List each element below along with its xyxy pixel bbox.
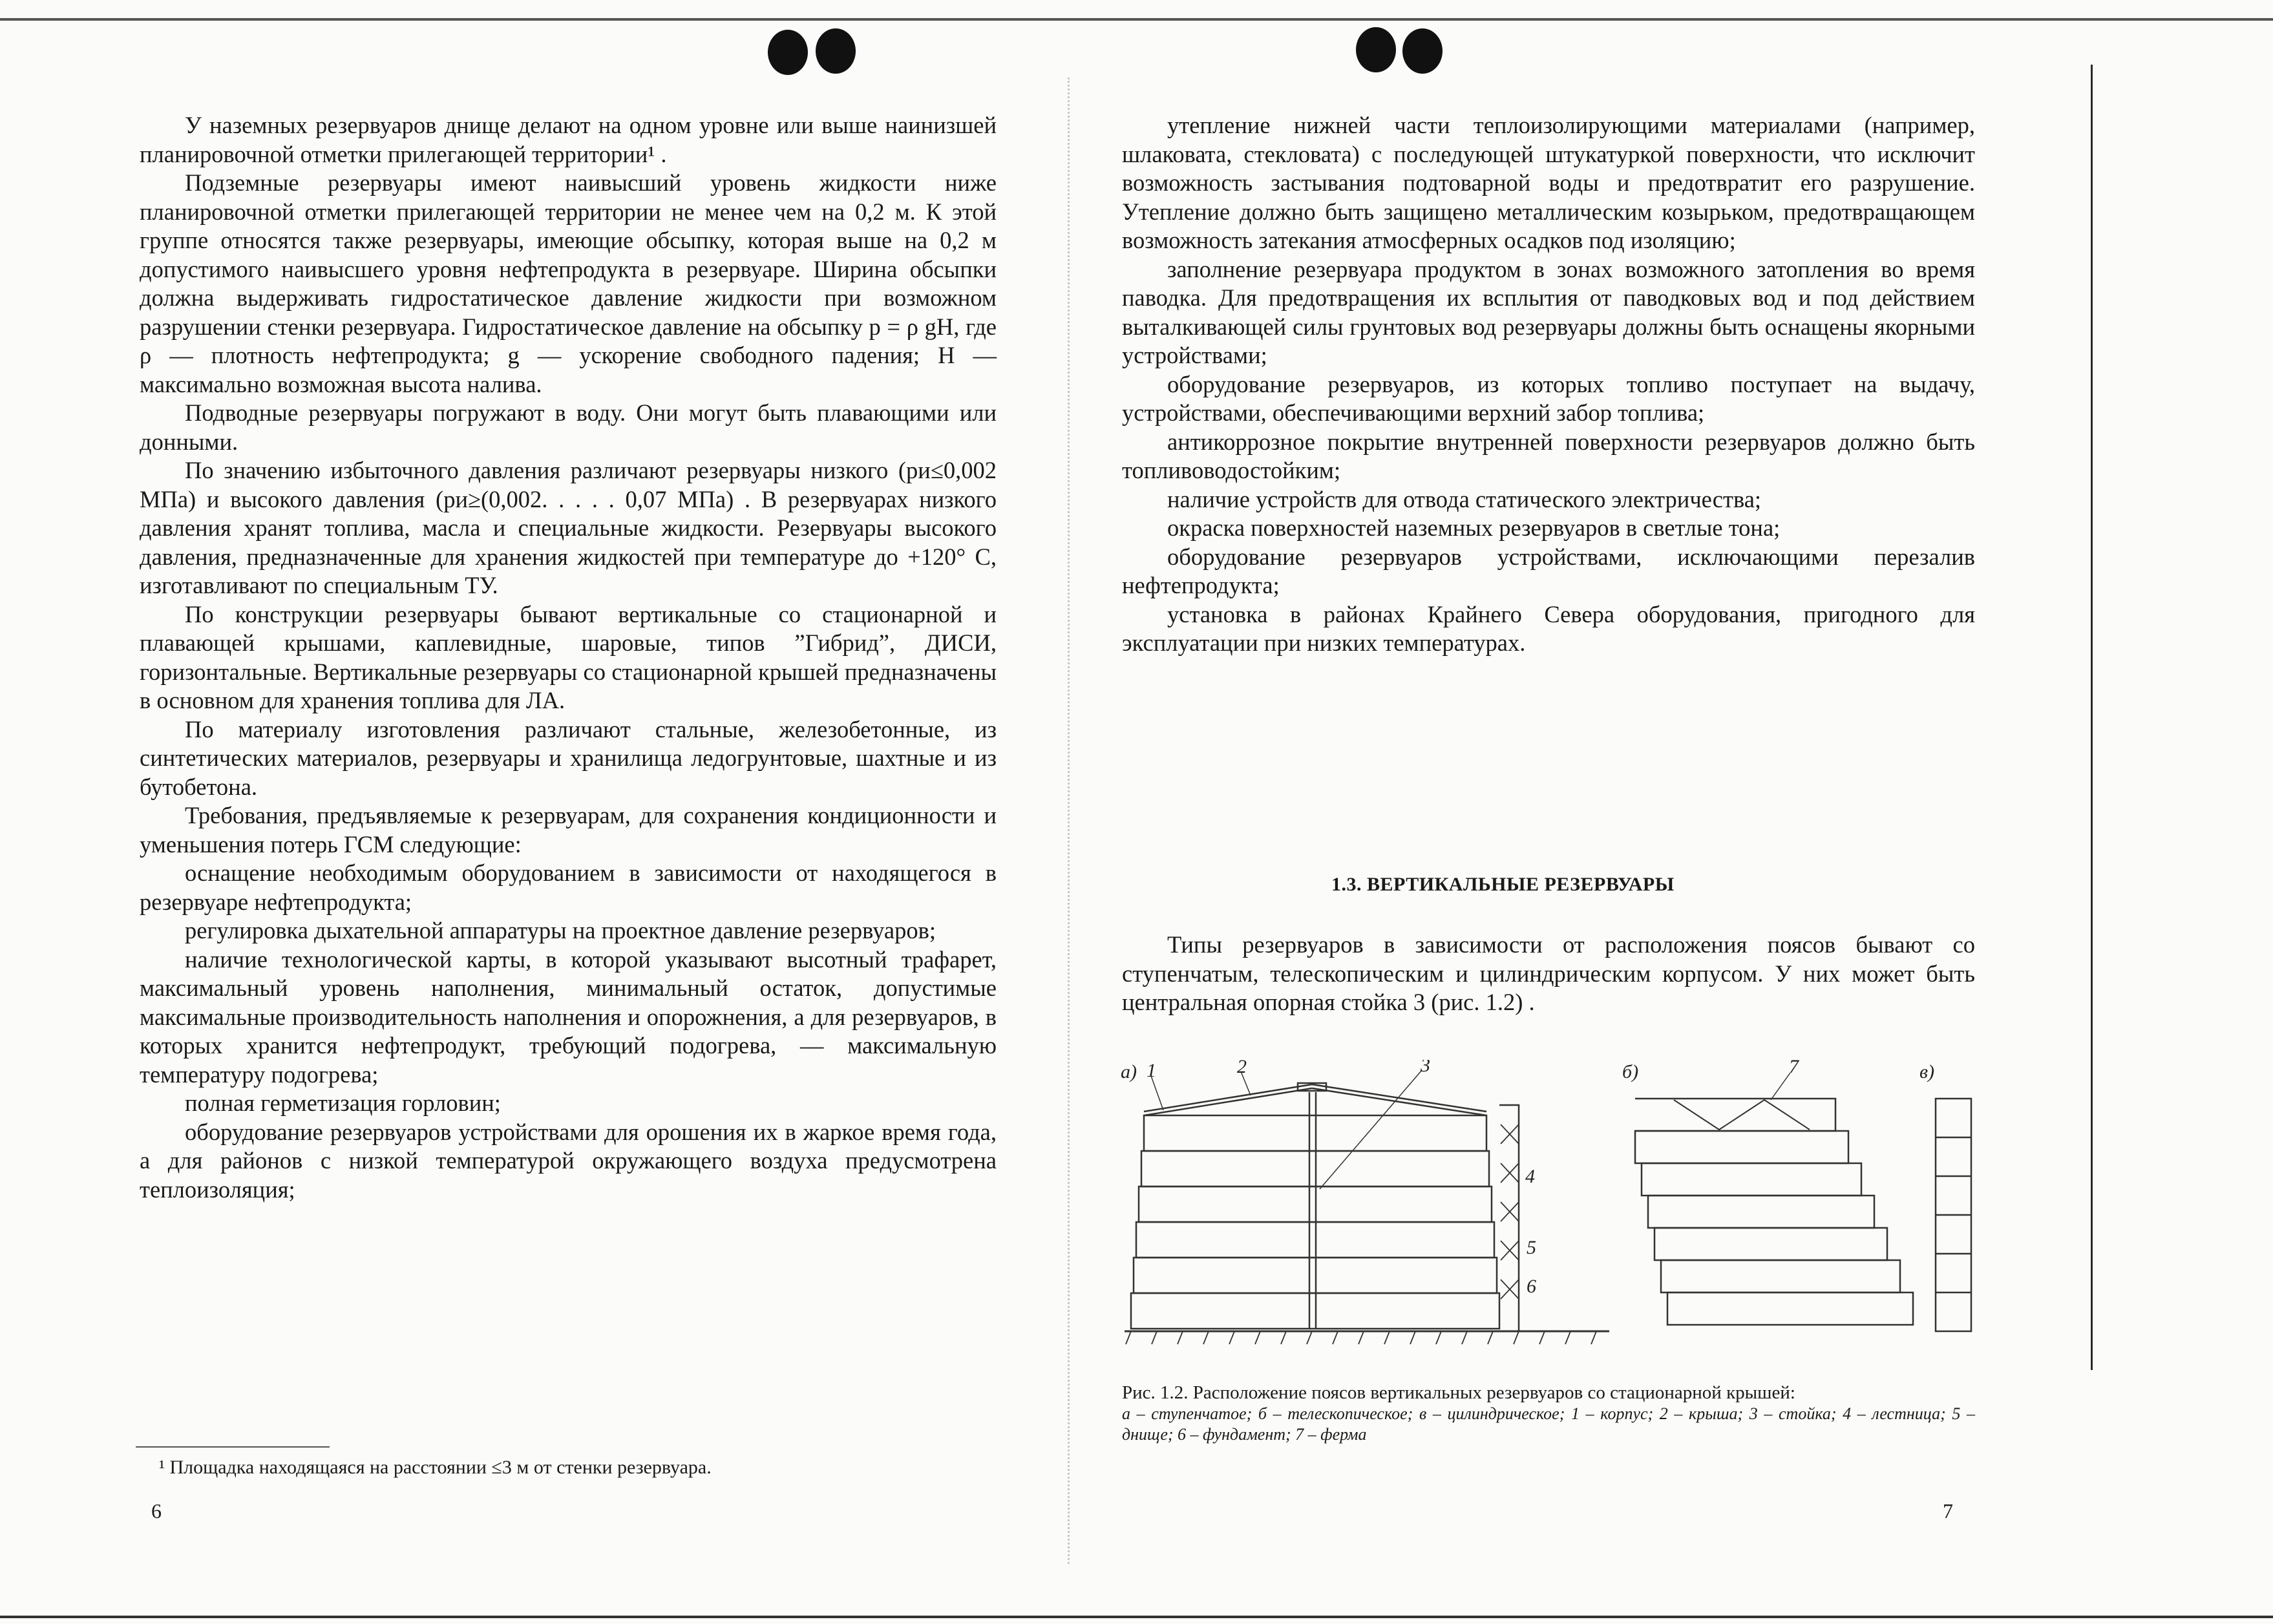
list-item: наличие технологической карты, в которой указывают высотный трафарет, максимальный уровень наполнения, минимальный остаток, допустимые максимальные производительность наполнения и опорожнения, а для резервуаров, в которых хранится нефтепродукт, требующий подогрева, — максимальную температуру подогрева; xyxy=(140,945,997,1088)
list-item: полная герметизация горловин; xyxy=(185,1090,501,1116)
ladder-rungs xyxy=(1501,1124,1519,1299)
list-item: окраска поверхностей наземных резервуаров в светлые тона; xyxy=(1167,514,1781,541)
part-number: 1 xyxy=(1147,1060,1156,1081)
part-number: 6 xyxy=(1527,1276,1536,1297)
tank-figure xyxy=(1118,1060,1984,1364)
left-page-body xyxy=(140,111,997,1204)
paragraph: У наземных резервуаров днище делают на одном уровне или выше наинизшей планировочной отметки прилегающей территории¹ . xyxy=(140,112,997,167)
footnote: ¹ Площадка находящаяся на расстоянии ≤3 м от стенки резервуара. xyxy=(159,1457,712,1478)
paragraph: Типы резервуаров в зависимости от расположения поясов бывают со ступенчатым, телескопическим и цилиндрическим корпусом. У них может быть центральная опорная стойка 3 (рис. 1.2) . xyxy=(1122,931,1975,1015)
panel-label: в) xyxy=(1919,1061,1935,1082)
section-heading: 1.3. ВЕРТИКАЛЬНЫЕ РЕЗЕРВУАРЫ xyxy=(1331,874,1675,895)
panel-label: б) xyxy=(1622,1061,1639,1082)
shell-belt xyxy=(1655,1228,1887,1260)
list-item: заполнение резервуара продуктом в зонах возможного затопления во время паводка. Для предотвращения их всплытия от паводковых вод и под действием выталкивающей силы грунтовых вод резервуары должны быть оснащены якорными устройствами; xyxy=(1122,255,1975,368)
page-edge-line xyxy=(2091,65,2093,1370)
paragraph: Требования, предъявляемые к резервуарам, для сохранения кондиционности и уменьшения потерь ГСМ следующие: xyxy=(140,802,997,858)
section-intro xyxy=(1122,931,1975,1017)
roof-truss xyxy=(1635,1099,1835,1131)
part-number: 7 xyxy=(1789,1060,1799,1077)
list-item: регулировка дыхательной аппаратуры на проектное давление резервуаров; xyxy=(185,917,936,944)
part-number: 5 xyxy=(1527,1237,1536,1258)
tank-b-drawing xyxy=(1635,1073,1913,1325)
list-item: оснащение необходимым оборудованием в зависимости от находящегося в резервуаре нефтепродукта; xyxy=(140,859,997,915)
right-page-body xyxy=(1122,111,1975,658)
footnote-rule xyxy=(136,1446,330,1448)
punch-hole xyxy=(768,30,808,75)
book-gutter xyxy=(1068,78,1083,1564)
scan-top-edge xyxy=(0,18,2273,21)
paragraph: Подземные резервуары имеют наивысший уровень жидкости ниже планировочной отметки прилегающей территории не менее чем на 0,2 м. К этой группе относятся также резервуары, имеющие обсыпку, которая выше на 0,2 м допустимого наивысшего уровня нефтепродукта в резервуаре. Ширина обсыпки должна выдерживать гидростатическое давление жидкости при возможном разрушении стенки резервуара. Гидростатическое давление на обсыпку p = ρ gH, где ρ — плотность нефтепродукта; g — ускорение свободного падения; H — максимально возможная высота налива. xyxy=(140,169,997,397)
page-number: 7 xyxy=(1943,1499,1953,1523)
tank-c-drawing xyxy=(1936,1099,1971,1331)
caption-legend: а – ступенчатое; б – телескопическое; в – цилиндрическое; 1 – корпус; 2 – крыша; 3 – стойка; 4 – лестница; 5 – днище; 6 – фундамент; 7 – ферма xyxy=(1122,1404,1975,1444)
page-number: 6 xyxy=(151,1499,162,1523)
punch-hole xyxy=(816,28,856,74)
list-item: оборудование резервуаров устройствами для орошения их в жаркое время года, а для районов с низкой температурой окружающего воздуха предусмотрена теплоизоляция; xyxy=(140,1118,997,1203)
shell-belt xyxy=(1661,1260,1900,1292)
truss-members xyxy=(1674,1100,1810,1130)
shell-belt xyxy=(1635,1131,1848,1163)
punch-hole xyxy=(1402,28,1443,74)
part-number: 4 xyxy=(1525,1166,1535,1187)
list-item: наличие устройств для отвода статического электричества; xyxy=(1167,485,1762,512)
list-item: оборудование резервуаров, из которых топливо поступает на выдачу, устройствами, обеспечивающими верхний забор топлива; xyxy=(1122,370,1975,426)
shell-seams xyxy=(1936,1137,1971,1292)
shell-belt xyxy=(1642,1163,1861,1196)
tank-a-drawing xyxy=(1125,1070,1609,1344)
part-number: 3 xyxy=(1421,1060,1430,1076)
list-item: антикоррозное покрытие внутренней поверхности резервуаров должно быть топливоводостойким; xyxy=(1122,428,1975,483)
caption-title: Рис. 1.2. Расположение поясов вертикальных резервуаров со стационарной крышей: xyxy=(1122,1382,1795,1403)
leader-line xyxy=(1771,1073,1790,1100)
shell-belt xyxy=(1648,1196,1874,1228)
paragraph: По значению избыточного давления различают резервуары низкого (pи≤0,002 МПа) и высокого давления (pи≥(0,002. . . . . 0,07 МПа) . В резервуарах низкого давления хранят топлива, масла и специальные жидкости. Резервуары высокого давления, предназначенные для хранения жидкостей при температуре до +120° С, изготавливают по специальным ТУ. xyxy=(140,457,997,598)
panel-label: а) xyxy=(1121,1061,1137,1082)
figure-caption xyxy=(1122,1382,1975,1445)
ground-hatching xyxy=(1126,1331,1596,1344)
part-number: 2 xyxy=(1237,1060,1247,1077)
list-item: утепление нижней части теплоизолирующими материалами (например, шлаковата, стекловата) с последующей штукатуркой поверхности, что исключит возможность застывания подтоварной воды и предотвратит его разрушение. Утепление должно быть защищено металлическим козырьком, предотвращающем возможность затекания атмосферных осадков под изоляцию; xyxy=(1122,112,1975,253)
scan-bottom-edge xyxy=(0,1616,2273,1618)
list-item: оборудование резервуаров устройствами, исключающими перезалив нефтепродукта; xyxy=(1122,543,1975,598)
shell-belt xyxy=(1667,1292,1913,1325)
punch-hole xyxy=(1356,27,1396,72)
paragraph: По конструкции резервуары бывают вертикальные со стационарной и плавающей крышами, каплевидные, шаровые, типов ”Гибрид”, ДИСИ, горизонтальные. Вертикальные резервуары со стационарной крышей предназначены в основном для хранения топлива для ЛА. xyxy=(140,600,997,713)
paragraph: Подводные резервуары погружают в воду. Они могут быть плавающими или донными. xyxy=(140,399,997,455)
paragraph: По материалу изготовления различают стальные, железобетонные, из синтетических материалов, резервуары и хранилища ледогрунтовые, шахтные и из бутобетона. xyxy=(140,715,997,800)
list-item: установка в районах Крайнего Севера оборудования, пригодного для эксплуатации при низких температурах. xyxy=(1122,600,1975,656)
